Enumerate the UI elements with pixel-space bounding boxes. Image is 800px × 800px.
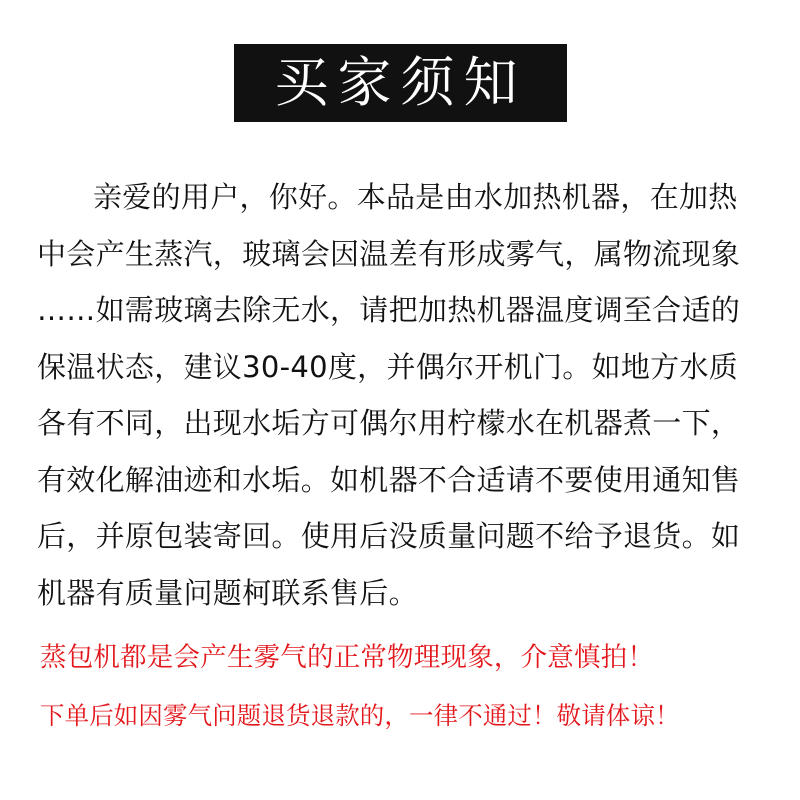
- notice-line-2: 中会产生蒸汽，玻璃会因温差有形成雾气，属物流现象: [37, 237, 741, 271]
- page-title: 买家须知: [274, 51, 527, 114]
- notice-line-1: 亲爱的用户，你好。本品是由水加热机器，在加热: [93, 180, 738, 214]
- title-banner: [234, 44, 567, 122]
- notice-line-3: ……如需玻璃去除无水，请把加热机器温度调至合适的: [37, 293, 741, 327]
- warning-fog-notice: 蒸包机都是会产生雾气的正常物理现象，介意慎拍！: [40, 642, 655, 673]
- notice-line-8: 机器有质量问题柯联系售后。: [37, 576, 418, 610]
- notice-line-5: 各有不同，出现水垢方可偶尔用柠檬水在机器煮一下，: [37, 406, 741, 440]
- notice-line-7: 后，并原包装寄回。使用后没质量问题不给予退货。如: [37, 519, 741, 553]
- notice-line-6: 有效化解油迹和水垢。如机器不合适请不要使用通知售: [37, 463, 741, 497]
- warning-refund-policy: 下单后如因雾气问题退货退款的，一律不通过！敬请体谅！: [40, 701, 680, 730]
- notice-line-4: 保温状态，建议30-40度，并偶尔开机门。如地方水质: [37, 350, 739, 384]
